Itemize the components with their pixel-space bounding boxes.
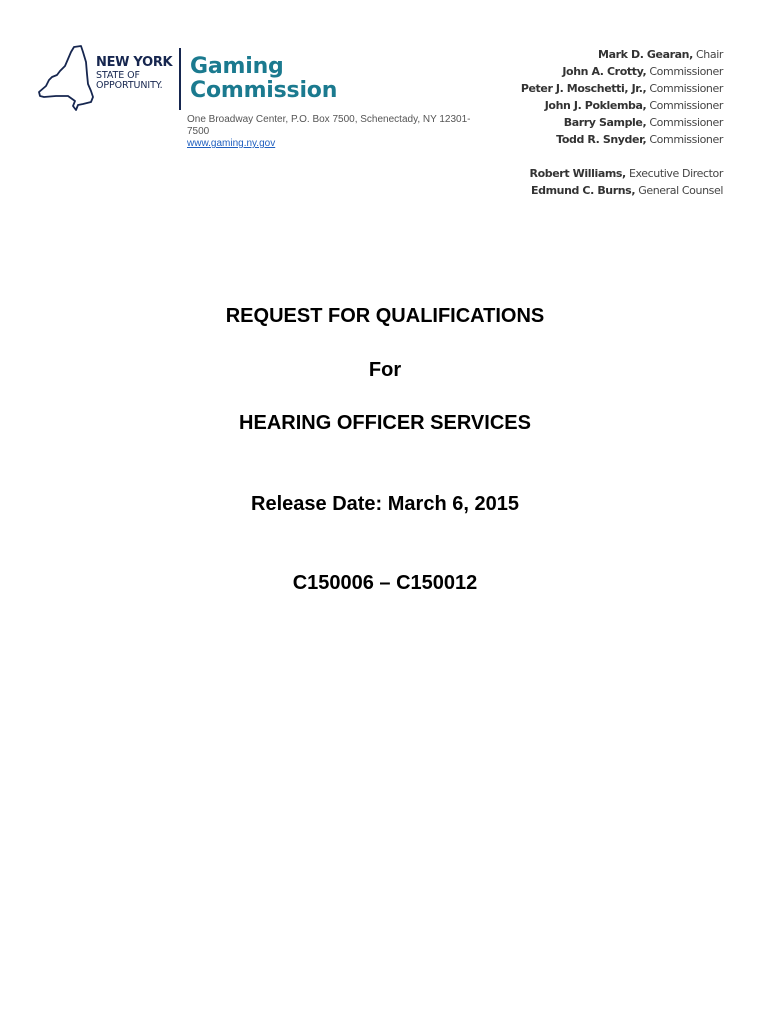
official-role: Executive Director bbox=[628, 167, 723, 180]
document-title: REQUEST FOR QUALIFICATIONS bbox=[225, 305, 545, 327]
logo-state-line2: OPPORTUNITY. bbox=[96, 80, 163, 91]
official-role: Commissioner bbox=[649, 99, 723, 112]
officials-spacer bbox=[521, 148, 723, 165]
new-york-state-outline-icon bbox=[36, 44, 94, 114]
official-row-commissioner bbox=[521, 131, 723, 148]
official-row-commissioner bbox=[521, 80, 723, 97]
official-role: Commissioner bbox=[649, 82, 723, 95]
logo-state-name: NEW YORK bbox=[96, 55, 173, 70]
official-row-commissioner bbox=[521, 97, 723, 114]
agency-address: One Broadway Center, P.O. Box 7500, Schenectady, NY 12301-7500 bbox=[187, 114, 471, 137]
logo-agency-line2: Commission bbox=[190, 78, 338, 103]
official-row-commissioner bbox=[521, 114, 723, 131]
official-row-chair bbox=[521, 46, 723, 63]
official-name: John A. Crotty, bbox=[562, 65, 647, 78]
agency-logo bbox=[36, 44, 336, 114]
official-role: Chair bbox=[696, 48, 723, 61]
official-name: Todd R. Snyder, bbox=[556, 133, 647, 146]
logo-agency-line1: Gaming bbox=[190, 54, 284, 79]
official-name: John J. Poklemba, bbox=[544, 99, 647, 112]
document-subject: HEARING OFFICER SERVICES bbox=[239, 412, 531, 434]
official-name: Mark D. Gearan, bbox=[598, 48, 693, 61]
official-role: General Counsel bbox=[638, 184, 723, 197]
official-role: Commissioner bbox=[649, 65, 723, 78]
document-contract-numbers: C150006 – C150012 bbox=[292, 572, 478, 594]
official-row-executive-director bbox=[521, 165, 723, 182]
official-name: Edmund C. Burns, bbox=[531, 184, 636, 197]
logo-divider bbox=[179, 48, 181, 110]
official-role: Commissioner bbox=[649, 116, 723, 129]
official-row-general-counsel bbox=[521, 182, 723, 199]
officials-list bbox=[521, 46, 723, 199]
agency-website-link[interactable]: www.gaming.ny.gov bbox=[187, 138, 276, 149]
document-for-word: For bbox=[368, 359, 402, 381]
logo-state-line1: STATE OF bbox=[96, 70, 140, 81]
official-role: Commissioner bbox=[649, 133, 723, 146]
official-row-commissioner bbox=[521, 63, 723, 80]
official-name: Peter J. Moschetti, Jr., bbox=[520, 82, 647, 95]
document-release-date: Release Date: March 6, 2015 bbox=[251, 493, 519, 515]
official-name: Robert Williams, bbox=[529, 167, 626, 180]
official-name: Barry Sample, bbox=[563, 116, 647, 129]
